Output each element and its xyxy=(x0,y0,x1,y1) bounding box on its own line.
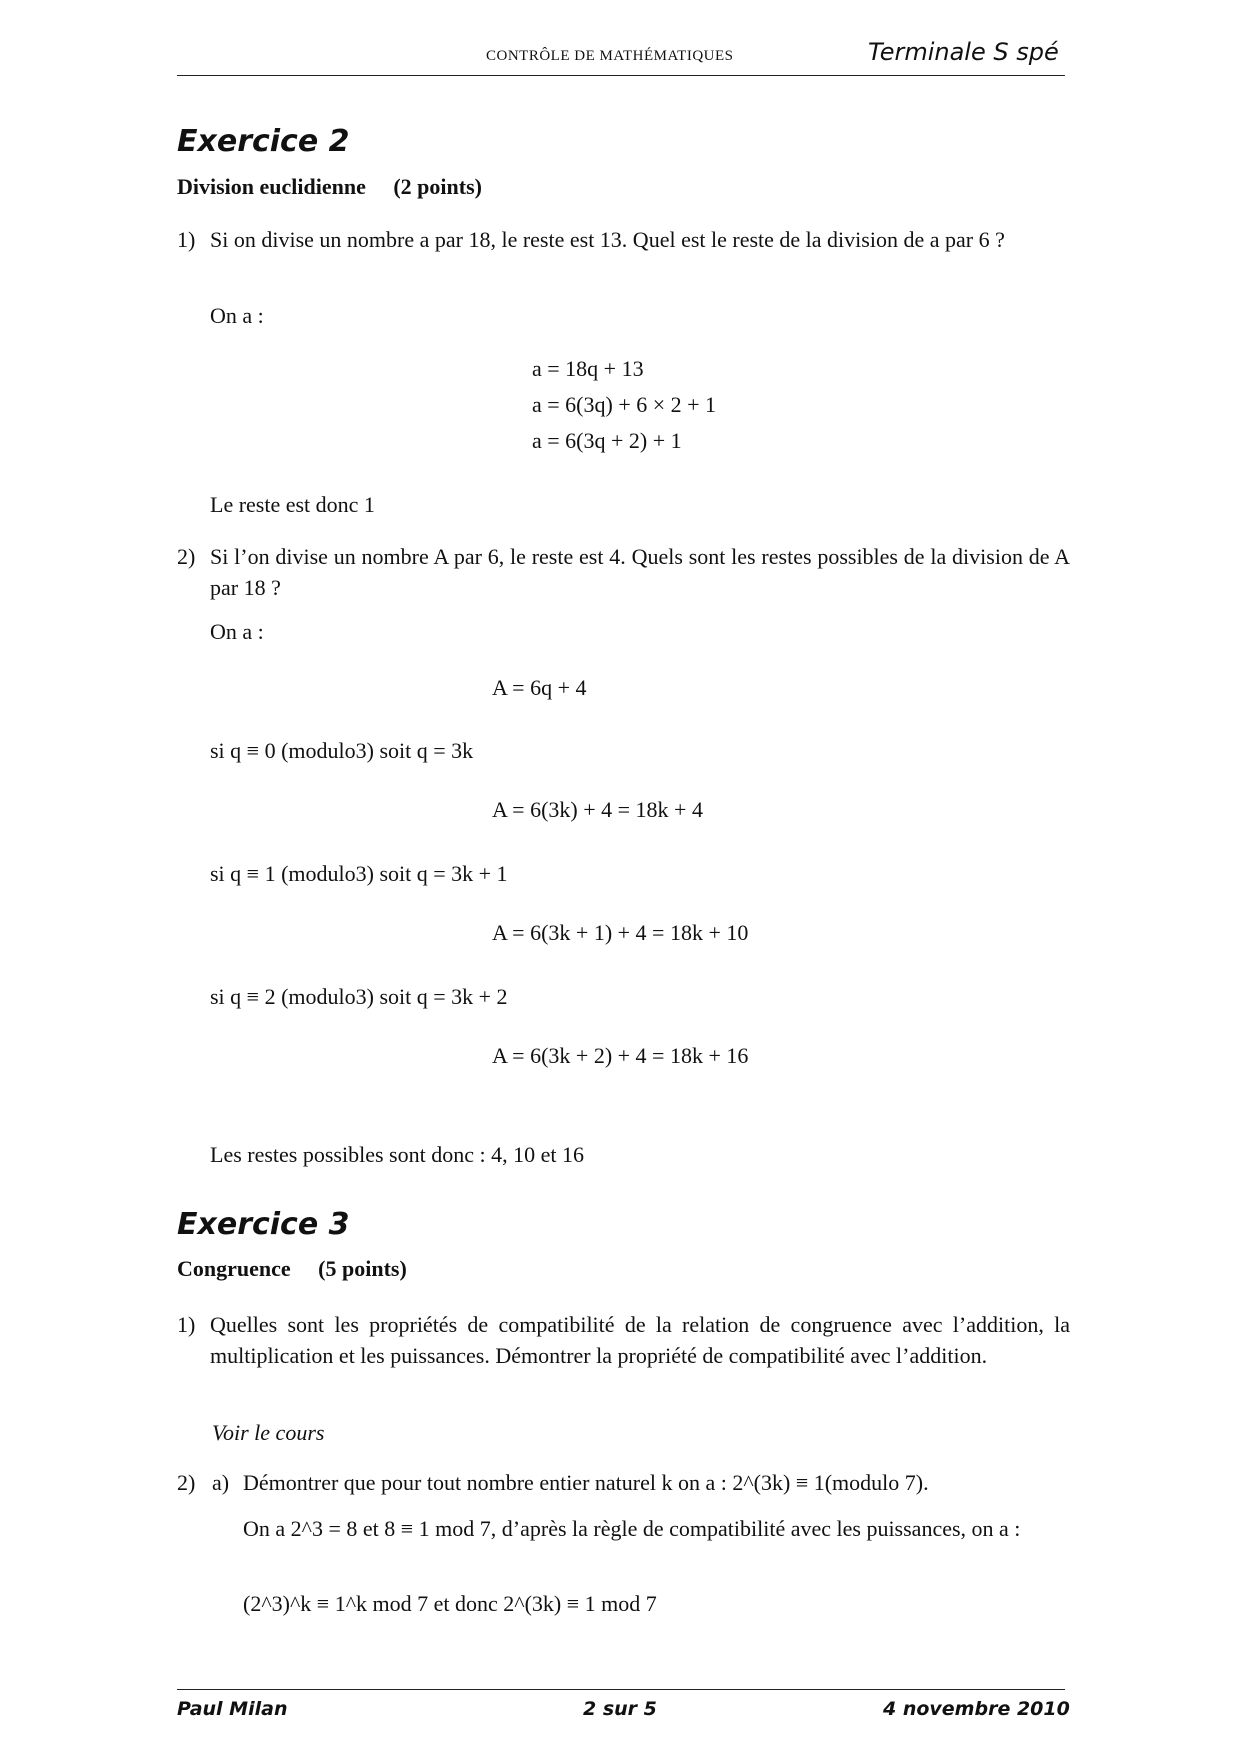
footer-page-number: 2 sur 5 xyxy=(583,1698,657,1720)
header-rule xyxy=(177,75,1065,76)
exercise-3-title: Exercice 3 xyxy=(177,1207,350,1242)
ex3-q2-number: 2) xyxy=(177,1470,196,1495)
ex2-q2-case-1: si q ≡ 1 (modulo3) soit q = 3k + 1 xyxy=(210,861,508,886)
ex3-q2a-explanation: On a 2^3 = 8 et 8 ≡ 1 mod 7, d’après la règle de compatibilité avec les puissances, on a : xyxy=(243,1516,1021,1541)
ex2-q2-conclusion: Les restes possibles sont donc : 4, 10 et 16 xyxy=(210,1142,584,1167)
header-title: CONTRÔLE DE MATHÉMATIQUES xyxy=(486,48,734,64)
ex2-q2-question: Si l’on divise un nombre A par 6, le reste est 4. Quels sont les restes possibles de la division de A par 18 ? xyxy=(210,544,1070,600)
ex2-q2-number: 2) xyxy=(177,544,196,569)
ex3-q1-number: 1) xyxy=(177,1312,196,1337)
ex2-q2-result-0: A = 6(3k) + 4 = 18k + 4 xyxy=(492,797,703,822)
ex3-q1-answer: Voir le cours xyxy=(212,1420,325,1445)
ex2-q2-case-2: si q ≡ 2 (modulo3) soit q = 3k + 2 xyxy=(210,984,508,1009)
ex2-q2-result-1: A = 6(3k + 1) + 4 = 18k + 10 xyxy=(492,920,749,945)
ex2-q1-conclusion: Le reste est donc 1 xyxy=(210,492,375,517)
ex2-q2-equation: A = 6q + 4 xyxy=(492,675,587,700)
ex2-q2-result-2: A = 6(3k + 2) + 4 = 18k + 16 xyxy=(492,1043,749,1068)
ex2-q1-equation-2: a = 6(3q) + 6 × 2 + 1 xyxy=(532,392,717,417)
exercise-3-subtitle xyxy=(177,1256,407,1282)
ex3-q2-sub-label: a) xyxy=(212,1470,230,1495)
footer-rule xyxy=(177,1689,1065,1690)
ex2-q1-intro: On a : xyxy=(210,303,264,328)
ex2-q1-equation-3: a = 6(3q + 2) + 1 xyxy=(532,428,682,453)
ex2-q1-equation-1: a = 18q + 13 xyxy=(532,356,644,381)
ex3-q1-question: Quelles sont les propriétés de compatibilité de la relation de congruence avec l’addition, la multiplication et les puissances. Démontrer la propriété de compatibilité avec l’addition. xyxy=(210,1312,1070,1368)
ex2-q1-question: Si on divise un nombre a par 18, le reste est 13. Quel est le reste de la division de a par 6 ? xyxy=(210,227,1005,252)
exercise-2-title: Exercice 2 xyxy=(177,124,350,159)
exercise-2-topic: Division euclidienne xyxy=(177,174,366,199)
header-class: Terminale S spé xyxy=(868,38,1059,66)
ex3-q2a-question: Démontrer que pour tout nombre entier naturel k on a : 2^(3k) ≡ 1(modulo 7). xyxy=(243,1470,929,1495)
exercise-2-points: (2 points) xyxy=(393,174,482,199)
exercise-2-subtitle xyxy=(177,174,482,200)
footer-author: Paul Milan xyxy=(177,1698,288,1720)
ex3-q2a-result: (2^3)^k ≡ 1^k mod 7 et donc 2^(3k) ≡ 1 mod 7 xyxy=(243,1591,657,1616)
footer-date: 4 novembre 2010 xyxy=(883,1698,1070,1720)
exercise-3-topic: Congruence xyxy=(177,1256,291,1281)
exercise-3-points: (5 points) xyxy=(318,1256,407,1281)
ex2-q1-number: 1) xyxy=(177,227,196,252)
ex2-q2-case-0: si q ≡ 0 (modulo3) soit q = 3k xyxy=(210,738,474,763)
ex2-q2-intro: On a : xyxy=(210,619,264,644)
